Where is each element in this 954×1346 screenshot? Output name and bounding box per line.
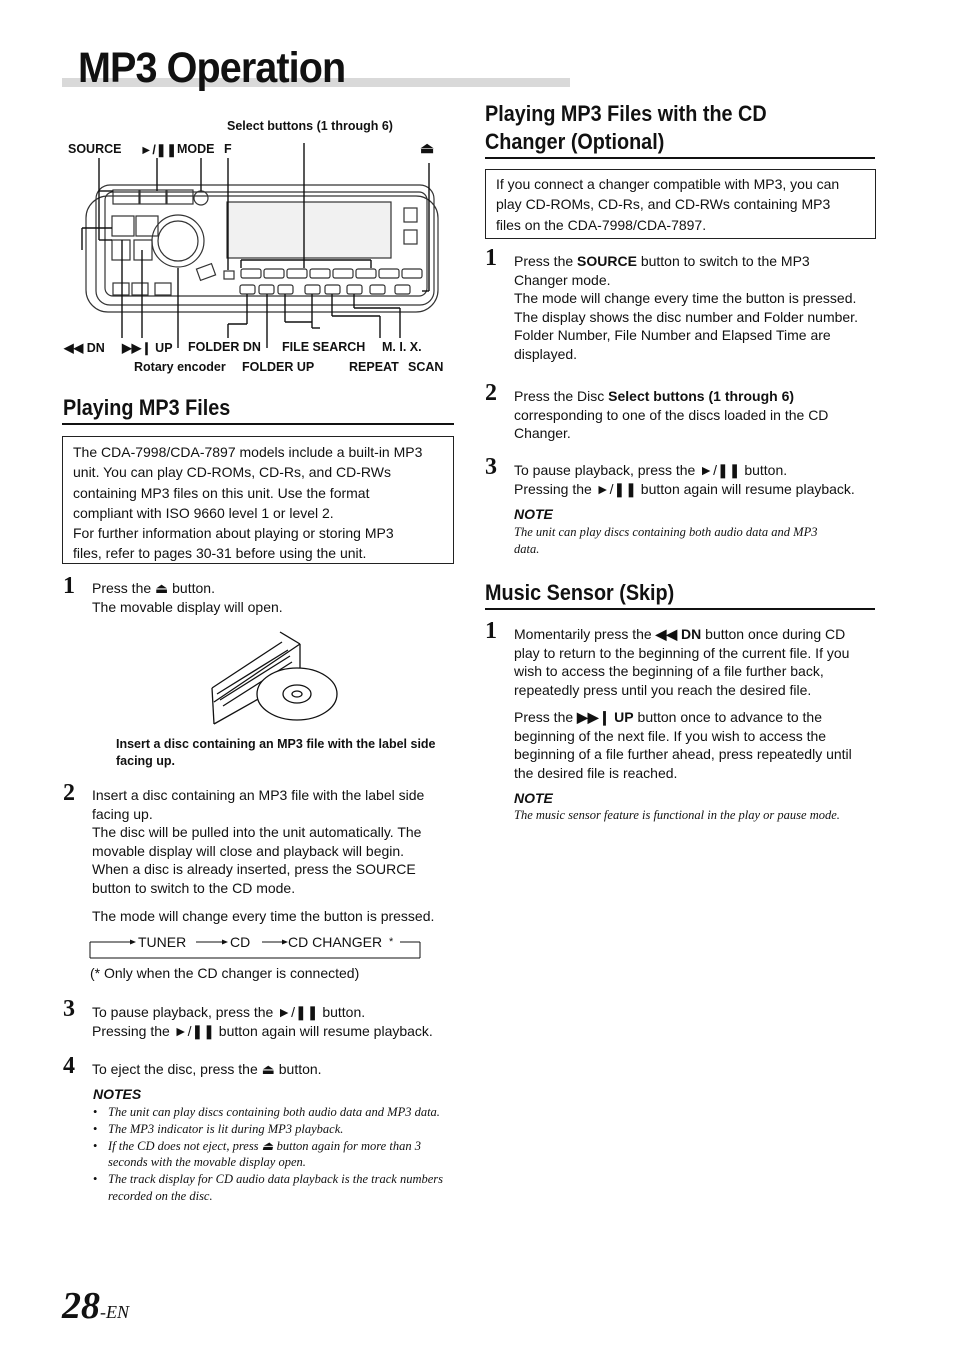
changer-step-2 xyxy=(514,387,828,443)
heading-line: Changer (Optional) xyxy=(485,129,665,154)
step-line: Pressing the ►/❚❚ button again will resume playback. xyxy=(514,480,855,497)
step-line: The mode will change every time the button is pressed. xyxy=(514,290,857,307)
step-line: movable display will close and playback will begin. xyxy=(92,842,405,859)
page-title: MP3 Operation xyxy=(78,44,346,92)
step-line: button to switch to the CD mode. xyxy=(92,879,296,896)
label-select-buttons: Select buttons (1 through 6) xyxy=(227,119,393,133)
intro-line: files on the CDA-7998/CDA-7897. xyxy=(496,216,707,233)
flow-footnote: (* Only when the CD changer is connected) xyxy=(90,965,360,981)
step-line: Momentarily press the ◀◀ DN button once during CD xyxy=(514,626,846,642)
step-number: 1 xyxy=(485,618,497,644)
step-line: Folder Number, File Number and Elapsed Time are xyxy=(514,327,831,344)
step-number: 1 xyxy=(485,245,497,271)
step-4-text: To eject the disc, press the ⏏ button. xyxy=(92,1061,322,1077)
step-line: play to return to the beginning of the current file. If you xyxy=(514,644,850,661)
label-f: F xyxy=(224,142,232,156)
label-eject: ⏏ xyxy=(420,140,435,157)
step-line: displayed. xyxy=(514,345,578,362)
intro-line: For further information about playing or storing MP3 xyxy=(73,525,394,542)
note-item: • The unit can play discs containing both audio data and MP3 data. xyxy=(93,1104,453,1121)
flow-cd-changer: CD CHANGER xyxy=(288,934,383,950)
note-item: • If the CD does not eject, press ⏏ button again for more than 3 seconds with the movable display open. xyxy=(93,1138,453,1172)
notes-heading: NOTES xyxy=(93,1086,142,1102)
step-line: Changer mode. xyxy=(514,271,611,288)
step-line: Press the ▶▶❙ UP button once to advance to the xyxy=(514,709,823,725)
music-sensor-note: The music sensor feature is functional in the play or pause mode. xyxy=(514,808,840,822)
note-item: • The track display for CD audio data playback is the track numbers recorded on the disc. xyxy=(93,1171,453,1205)
step-line: the desired file is reached. xyxy=(514,764,678,781)
label-folder-up: FOLDER UP xyxy=(242,360,315,374)
step-line: Insert a disc containing an MP3 file with the label side xyxy=(92,787,425,803)
step-line: Press the Disc Select buttons (1 through 6) xyxy=(514,388,795,404)
changer-note xyxy=(514,524,817,558)
step-line: The movable display will open. xyxy=(92,598,283,615)
label-dn: ◀◀ DN xyxy=(64,341,105,355)
step-line: wish to access the beginning of a file further back, xyxy=(514,663,824,680)
note-line: The unit can play discs containing both audio data and MP3 xyxy=(514,525,818,539)
note-heading: NOTE xyxy=(514,790,553,806)
label-repeat: REPEAT xyxy=(349,360,399,374)
step-line: Changer. xyxy=(514,425,571,442)
flow-cd: CD xyxy=(230,934,251,950)
heading-music-sensor: Music Sensor (Skip) xyxy=(485,580,675,605)
label-source: SOURCE xyxy=(68,142,122,156)
page-number-suffix: -EN xyxy=(100,1302,129,1322)
heading-rule xyxy=(485,608,875,610)
label-mode: MODE xyxy=(177,142,215,156)
step-line: beginning of a file further ahead, press repeatedly until xyxy=(514,746,852,763)
step-line: beginning of the next file. If you wish to access the xyxy=(514,727,827,744)
intro-line: containing MP3 files on this unit. Use the format xyxy=(73,484,370,501)
step-2-text xyxy=(92,786,424,898)
heading-rule xyxy=(62,423,454,425)
step-number: 4 xyxy=(63,1053,75,1079)
label-rotary-encoder: Rotary encoder xyxy=(134,360,226,374)
intro-line: If you connect a changer compatible with MP3, you can xyxy=(496,176,840,192)
page-number xyxy=(62,1284,129,1328)
step-1-text xyxy=(92,579,283,616)
step-number: 2 xyxy=(485,380,497,406)
step-line: Press the ⏏ button. xyxy=(92,580,215,596)
step-line: To pause playback, press the ►/❚❚ button. xyxy=(514,462,788,478)
label-play-pause: ►/❚❚ xyxy=(140,143,177,157)
intro-box xyxy=(62,436,454,564)
step-number: 1 xyxy=(63,573,75,599)
step-line: The disc will be pulled into the unit automatically. The xyxy=(92,824,422,841)
intro-line: unit. You can play CD-ROMs, CD-Rs, and CD-RWs xyxy=(73,464,391,481)
music-sensor-p2 xyxy=(514,708,852,782)
heading-cd-changer xyxy=(485,100,767,156)
step-line: corresponding to one of the discs loaded in the CD xyxy=(514,406,829,423)
disc-caption: Insert a disc containing an MP3 file with the label side facing up. xyxy=(116,737,436,768)
flow-tuner: TUNER xyxy=(138,934,187,950)
step-3-text xyxy=(92,1003,433,1040)
intro-line: compliant with ISO 9660 level 1 or level 2. xyxy=(73,504,334,521)
heading-rule xyxy=(485,157,875,159)
note-heading: NOTE xyxy=(514,506,553,522)
flow-asterisk: * xyxy=(389,936,394,948)
label-file-search: FILE SEARCH xyxy=(282,340,366,354)
page-number-digits: 28 xyxy=(62,1285,100,1327)
step-line: facing up. xyxy=(92,805,153,822)
mode-change-text: The mode will change every time the button is pressed. xyxy=(92,908,435,924)
heading-playing-mp3-files: Playing MP3 Files xyxy=(63,395,231,420)
step-number: 3 xyxy=(485,454,497,480)
step-line: The display shows the disc number and Folder number. xyxy=(514,308,858,325)
heading-line: Playing MP3 Files with the CD xyxy=(485,101,767,126)
changer-intro-box xyxy=(485,169,876,239)
step-line: When a disc is already inserted, press the SOURCE xyxy=(92,861,416,878)
step-number: 2 xyxy=(63,780,75,806)
disc-insert-illustration xyxy=(190,628,350,728)
label-scan: SCAN xyxy=(408,360,444,374)
step-line: To pause playback, press the ►/❚❚ button. xyxy=(92,1004,366,1020)
step-number: 3 xyxy=(63,996,75,1022)
note-item: • The MP3 indicator is lit during MP3 playback. xyxy=(93,1121,453,1138)
changer-step-3 xyxy=(514,461,855,498)
step-line: Pressing the ►/❚❚ button again will resume playback. xyxy=(92,1022,433,1039)
notes-list xyxy=(93,1104,453,1205)
step-line: repeatedly press until you reach the desired file. xyxy=(514,681,812,698)
head-unit-diagram xyxy=(60,138,460,348)
step-line: Press the SOURCE button to switch to the MP3 xyxy=(514,253,810,269)
changer-step-1 xyxy=(514,252,858,364)
label-up: ▶▶❙ UP xyxy=(122,341,173,355)
intro-line: play CD-ROMs, CD-Rs, and CD-RWs containing MP3 xyxy=(496,196,831,213)
note-line: data. xyxy=(514,541,540,556)
intro-line: The CDA-7998/CDA-7897 models include a built-in MP3 xyxy=(73,444,423,460)
label-folder-dn: FOLDER DN xyxy=(188,340,261,354)
music-sensor-p1 xyxy=(514,625,849,699)
label-mix: M. I. X. xyxy=(382,340,422,354)
intro-line: files, refer to pages 30-31 before using the unit. xyxy=(73,545,367,562)
